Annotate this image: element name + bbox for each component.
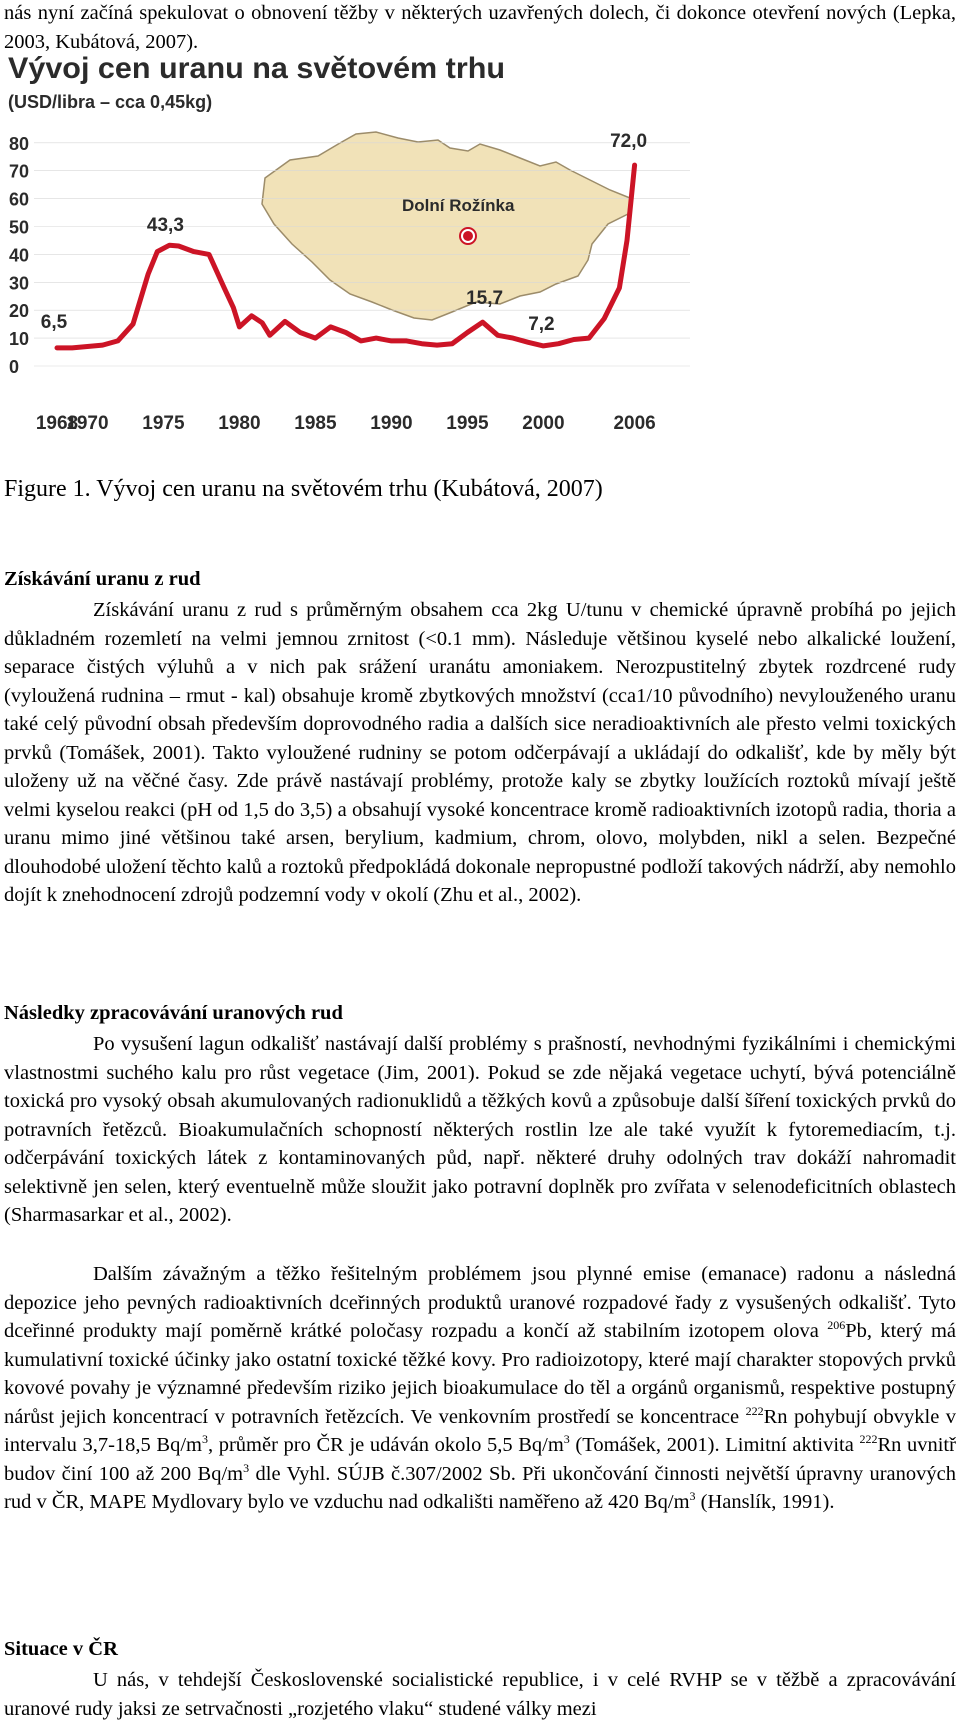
y-tick-label: 30 bbox=[9, 273, 30, 294]
x-tick-label: 2000 bbox=[522, 413, 565, 434]
x-tick-label: 1995 bbox=[446, 413, 489, 434]
x-tick-label: 1970 bbox=[66, 413, 109, 434]
y-tick-label: 40 bbox=[9, 245, 30, 266]
section-heading-consequences: Následky zpracovávání uranových rud bbox=[4, 1002, 343, 1024]
chart-title: Vývoj cen uranu na světovém trhu bbox=[8, 52, 505, 85]
x-tick-label: 1980 bbox=[218, 413, 261, 434]
y-tick-label: 70 bbox=[9, 161, 30, 182]
x-tick-label: 1985 bbox=[294, 413, 337, 434]
czech-map-shape bbox=[262, 132, 630, 320]
y-tick-label: 10 bbox=[9, 329, 30, 350]
data-label: 43,3 bbox=[146, 215, 184, 237]
figure-caption: Figure 1. Vývoj cen uranu na světovém trhu (Kubátová, 2007) bbox=[4, 476, 603, 502]
intro-text: nás nyní začíná spekulovat o obnovení těžby v některých uzavřených dolech, či dokonce otevření nových (Lepka, 2003, Kubátová, 2007). bbox=[4, 2, 956, 53]
data-label: 72,0 bbox=[610, 131, 648, 153]
y-tick-label: 60 bbox=[9, 189, 30, 210]
section-heading-situation: Situace v ČR bbox=[4, 1638, 118, 1660]
x-axis-ticks bbox=[36, 413, 656, 434]
uranium-price-chart bbox=[0, 48, 720, 448]
chart-subtitle: (USD/libra – cca 0,45kg) bbox=[8, 92, 213, 112]
x-tick-label: 2006 bbox=[613, 413, 656, 434]
x-tick-label: 1975 bbox=[142, 413, 185, 434]
paragraph-consequences-1: Po vysušení lagun odkališť nastávají další problémy s prašností, nevhodnými fyzikálními i chemickými vlastnostmi suchého kalu pro růst vegetace (Jim, 2001). Pokud se zde nějaká vegetace uchytí, bývá potenciálně toxická pro vysoký obsah akumulovaných radionuklidů a těžkých kovů a způsobuje další šíření toxických prvků do potravních řetězců. Bioakumulačních schopností některých rostlin lze ale také využít k fytoremediacím, t.j. odčerpávání toxických látek z kontaminovaných půd, např. některé druhy odolných trav dokáží nahromadit selektivně jen selen, který eventuelně může sloužit jako potravní doplněk pro zvířata v selenodeficitních oblastech (Sharmasarkar et al., 2002). bbox=[4, 1033, 956, 1226]
data-label: 15,7 bbox=[466, 288, 504, 310]
y-tick-label: 50 bbox=[9, 217, 30, 238]
dolni-rozinka-marker-dot bbox=[463, 231, 473, 241]
y-tick-label: 0 bbox=[9, 357, 20, 377]
y-tick-label: 20 bbox=[9, 301, 30, 322]
paragraph-extraction: Získávání uranu z rud s průměrným obsahem cca 2kg U/tunu v chemické úpravně probíhá po jejich důkladném rozemletí na velmi jemnou zrnitost (<0.1 mm). Následuje většinou kyselé nebo alkalické loužení, separace čistých výluhů a v nich pak srážení uranátu amoniakem. Nerozpustitelný zbytek rozdrcené rudy (vyloužená rudnina – rmut - kal) obsahuje kromě zbytkových množství (cca1/10 původního) nevylouženého uranu také celý původní obsah především doprovodného radia a dalších sice neradioaktivních ale přesto velmi toxických prvků (Tomášek, 2001). Takto vyloužené rudniny se potom odčerpávají a ukládají do odkališť, kde by měly být uloženy už na věčné časy. Zde právě nastávají problémy, protože kaly se zbytky loužících roztoků mívají ještě velmi kyselou reakci (pH od 1,5 do 3,5) a obsahují vysoké koncentrace kromě radioaktivních izotopů radia, thoria a uranu mimo jiné většinou také arsen, berylium, kadmium, chrom, olovo, molybden, nikl a selen. Bezpečné dlouhodobé uložení těchto kalů a roztoků předpokládá dokonale nepropustné podloží takových nádrží, aby nemohlo dojít k znehodnocení zdrojů podzemní vody v okolí (Zhu et al., 2002). bbox=[4, 599, 956, 906]
data-label: 6,5 bbox=[40, 311, 68, 333]
section-heading-extraction: Získávání uranu z rud bbox=[4, 568, 201, 590]
dolni-rozinka-label: Dolní Rožínka bbox=[402, 196, 515, 215]
y-axis-ticks bbox=[9, 134, 29, 377]
paragraph-consequences-2: Dalším závažným a těžko řešitelným problémem jsou plynné emise (emanace) radonu a následná depozice jeho pevných radioaktivních dceřinných produktů uranové rozpadové řady z vysušených odkališť. Tyto dceřinné produkty mají poměrně krátké poločasy rozpadu a končí až stabilním izotopem olova $^{206}$Pb, který má kumulativní toxické účinky jako ostatní toxické těžké kovy. Pro radioizotopy, které mají charakter stopových prvků kovové povahy je významné především riziko jejich bioakumulace do těl a orgánů organismů, respektive postupný nárůst jejich koncentrací v potravních řetězcích. Ve venkovním prostředí se koncentrace $^{222}$Rn pohybují obvykle v intervalu 3,7-18,5 $Bq/m^3$, průměr pro ČR je udáván okolo 5,5 $Bq/m^3$ (Tomášek, 2001). Limitní aktivita $^{222}$Rn uvnitř budov činí 100 až 200 $Bq/m^3$ dle Vyhl. SÚJB č.307/2002 Sb. Při ukončování činnosti největší úpravny uranových rud v ČR, MAPE Mydlovary bylo ve vzduchu nad odkališti naměřeno až 420 $Bq/m^3$ (Hanslík, 1991). bbox=[4, 1263, 957, 1513]
y-tick-label: 80 bbox=[9, 133, 30, 154]
x-tick-label: 1990 bbox=[370, 413, 413, 434]
data-label: 7,2 bbox=[528, 313, 555, 335]
x-tick-label: 1968 bbox=[35, 413, 79, 434]
paragraph-situation: U nás, v tehdejší Československé socialistické republice, i v celé RVHP se v těžbě a zpracovávání uranové rudy jaksi ze setrvačnosti „rozjetého vlaku“ studené války mezi bbox=[4, 1669, 956, 1720]
czech-republic-map bbox=[262, 132, 630, 320]
